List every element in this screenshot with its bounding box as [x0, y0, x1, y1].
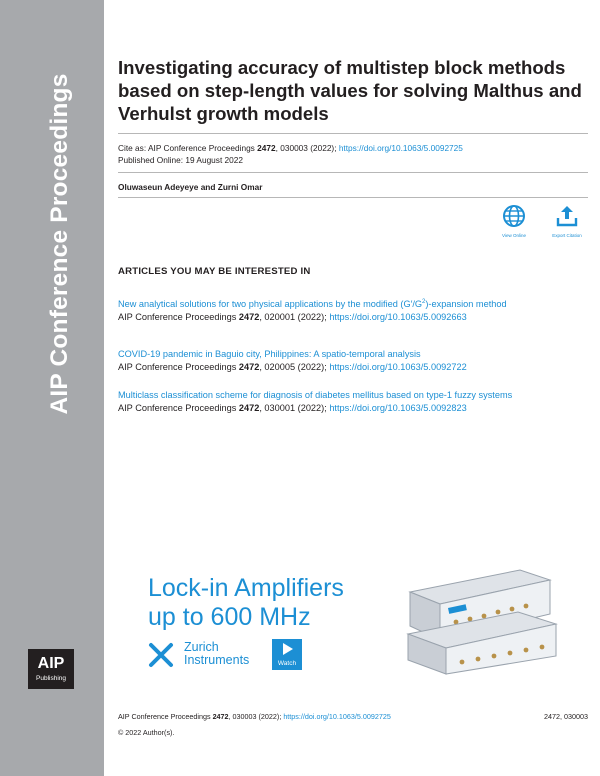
- cite-suffix: , 030003 (2022);: [275, 143, 339, 153]
- citation-journal: AIP Conference Proceedings: [118, 312, 239, 323]
- related-article: [118, 389, 588, 414]
- citation-rest: , 030001 (2022);: [259, 403, 330, 413]
- related-article: [118, 348, 588, 373]
- lock-in-amplifier-device-image: [390, 564, 558, 676]
- footer-cite-prefix: AIP Conference Proceedings: [118, 712, 213, 721]
- brand-line-1: Zurich: [184, 640, 219, 654]
- citation-rest: , 020005 (2022);: [259, 362, 330, 372]
- cite-as: [118, 143, 463, 153]
- watch-video-button[interactable]: [272, 639, 302, 670]
- citation-volume: 2472: [238, 403, 260, 413]
- related-article-title[interactable]: COVID-19 pandemic in Baguio city, Philippines: A spatio-temporal analysis: [118, 349, 421, 359]
- related-article: [118, 296, 588, 323]
- citation-journal: AIP Conference Proceedings: [118, 362, 239, 372]
- journal-title: AIP Conference Proceedings: [46, 73, 73, 415]
- footer-page-ref: 2472, 030003: [544, 712, 588, 721]
- article-doi-link[interactable]: https://doi.org/10.1063/5.0092725: [338, 143, 463, 153]
- export-citation-button[interactable]: [545, 204, 589, 238]
- aip-publishing-logo[interactable]: [28, 649, 74, 689]
- related-articles-heading: ARTICLES YOU MAY BE INTERESTED IN: [118, 266, 311, 277]
- divider: [118, 197, 588, 198]
- view-online-button[interactable]: [492, 204, 536, 238]
- footer-doi-link[interactable]: https://doi.org/10.1063/5.0092725: [283, 712, 391, 721]
- view-online-label: View Online: [502, 233, 526, 238]
- related-article-doi-link[interactable]: https://doi.org/10.1063/5.0092663: [329, 312, 467, 323]
- footer-citation: [118, 712, 391, 721]
- divider: [118, 133, 588, 134]
- related-article-doi-link[interactable]: https://doi.org/10.1063/5.0092722: [329, 362, 467, 372]
- zurich-instruments-logo: [148, 640, 250, 673]
- related-article-doi-link[interactable]: https://doi.org/10.1063/5.0092823: [329, 403, 467, 413]
- export-citation-label: Export Citation: [552, 233, 582, 238]
- copyright-notice: © 2022 Author(s).: [118, 728, 175, 737]
- logo-name: AIP: [37, 655, 65, 672]
- footer-cite-volume: 2472: [212, 712, 229, 721]
- zurich-instruments-ad[interactable]: [118, 560, 588, 680]
- related-article-citation: [118, 361, 588, 373]
- export-upload-icon: [555, 204, 579, 228]
- title-part: )-expansion method: [425, 299, 507, 310]
- journal-sidebar: [0, 0, 104, 776]
- citation-journal: AIP Conference Proceedings: [118, 403, 239, 413]
- ad-line-1: Lock-in Amplifiers: [148, 574, 344, 602]
- citation-volume: 2472: [238, 312, 260, 323]
- related-article-citation: [118, 402, 588, 414]
- divider: [118, 172, 588, 173]
- authors: Oluwaseun Adeyeye and Zurni Omar: [118, 182, 263, 192]
- article-title: Investigating accuracy of multistep block methods based on step-length values for solving Malthus and Verhulst growth models: [118, 57, 582, 124]
- brand-line-2: Instruments: [184, 653, 250, 667]
- title-superscript: 2: [422, 299, 426, 305]
- citation-volume: 2472: [238, 362, 260, 372]
- citation-rest: , 020001 (2022);: [259, 312, 330, 323]
- zurich-x-icon: [148, 642, 174, 668]
- title-part: New analytical solutions for two physical applications by the modified (G′/G: [118, 299, 423, 310]
- ad-line-2: up to 600 MHz: [148, 603, 311, 631]
- related-article-title[interactable]: Multiclass classification scheme for diagnosis of diabetes mellitus based on type-1 fuzzy systems: [118, 390, 513, 400]
- related-article-citation: [118, 311, 588, 323]
- play-icon: [272, 639, 302, 659]
- ad-headline: [148, 574, 344, 632]
- cite-volume: 2472: [257, 143, 276, 153]
- zurich-wordmark: [184, 641, 249, 667]
- globe-icon: [502, 204, 526, 228]
- cite-prefix: Cite as: AIP Conference Proceedings: [118, 143, 258, 153]
- footer-cite-suffix: , 030003 (2022);: [228, 712, 284, 721]
- watch-label: Watch: [277, 660, 297, 667]
- logo-subtitle: Publishing: [36, 675, 66, 682]
- published-online: Published Online: 19 August 2022: [118, 155, 244, 165]
- related-article-title[interactable]: [118, 296, 588, 310]
